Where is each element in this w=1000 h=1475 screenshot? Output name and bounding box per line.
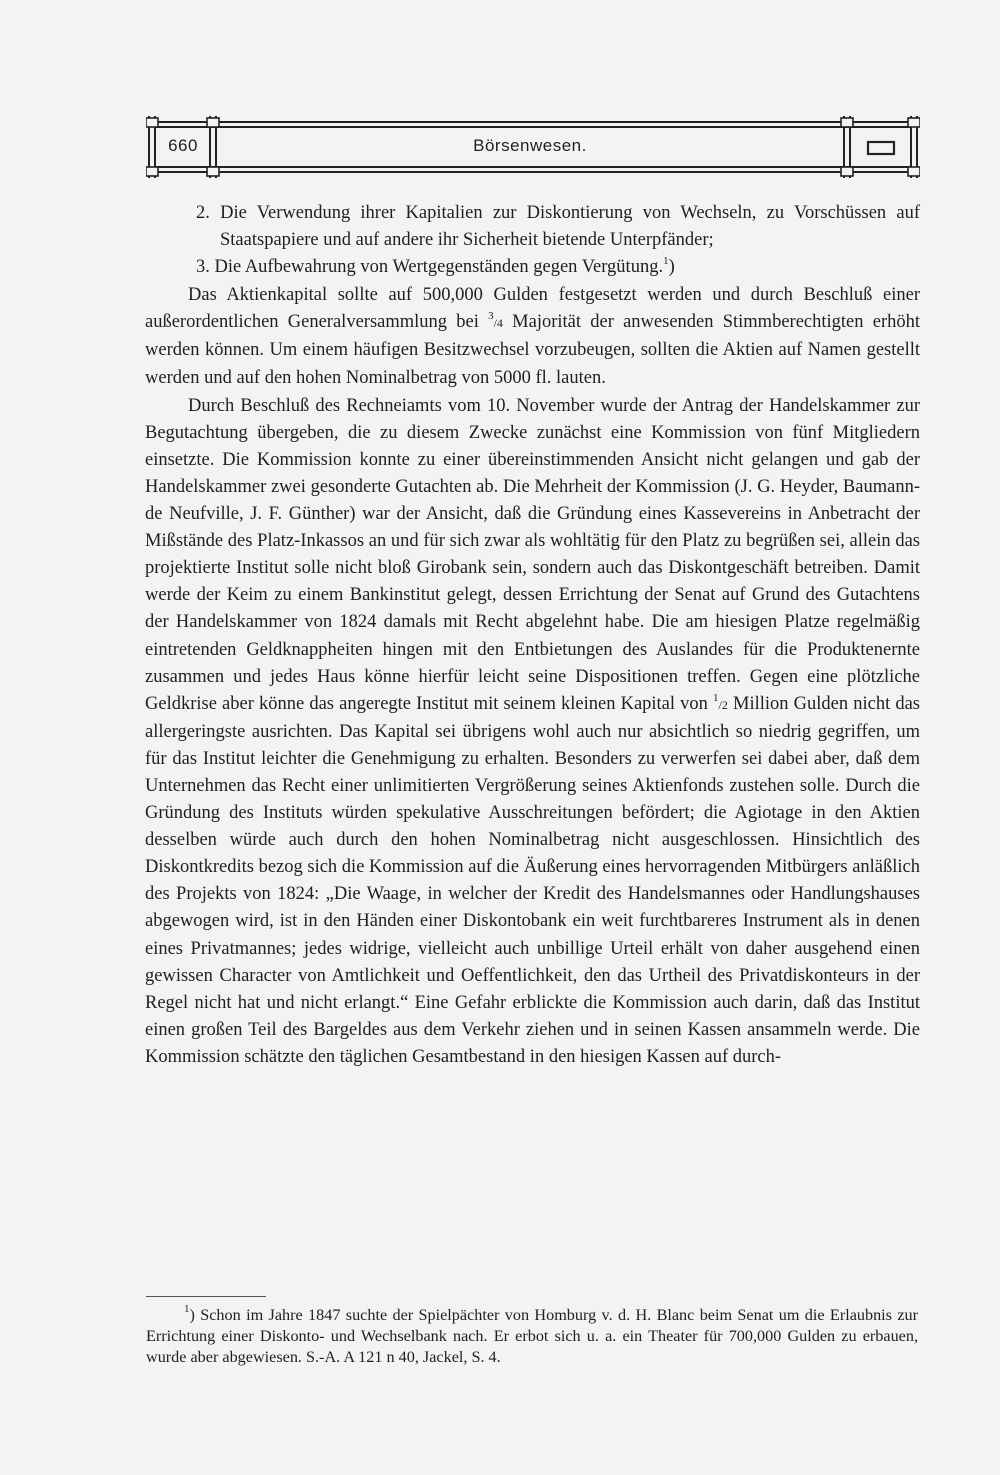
page-number: 660 [168, 136, 198, 155]
footnote-text: ) Schon im Jahre 1847 suchte der Spielpächter von Homburg v. d. H. Blanc beim Senat um die Erlaubnis zur Errichtung einer Diskonto- und Wechselbank nach. Er erbot sich u. a. ein Theater für 700,000 Gulden zu erbauen, wurde aber abgewiesen. S.-A. A 121 n 40, Jackel, S. 4. [146, 1306, 918, 1366]
fraction-numerator: 3 [488, 310, 494, 323]
item-text: Die Verwendung ihrer Kapitalien zur Diskontierung von Wechseln, zu Vorschüssen auf Staatspapiere und auf andere ihr Sicherheit bietende Unterpfänder; [220, 203, 920, 251]
running-title: Börsenwesen. [473, 136, 587, 155]
footnote [146, 1305, 918, 1368]
paragraph [145, 282, 920, 391]
fraction-denominator: /4 [493, 316, 503, 331]
footnote-reference: 1 [663, 255, 669, 268]
paragraph-text: Durch Beschluß des Rechneiamts vom 10. November wurde der Antrag der Handelskammer zur Begutachtung übergeben, die zu diesem Zwecke zunächst eine Kommission von fünf Mitgliedern einsetzte. Die Kommission konnte zu einer übereinstimmenden Ansicht nicht gelangen und gab der Handelskammer zwei gesonderte Gutachten ab. Die Mehrheit der Kommission (J. G. Heyder, Baumann-de Neufville, J. F. Günther) war der Ansicht, daß die Gründung eines Kassevereins in Anbetracht der Mißstände des Platz-Inkassos an und für sich zwar als wohltätig für den Platz zu begrüßen sei, allein das projektierte Institut solle nicht bloß Girobank sein, sondern auch das Diskontgeschäft betreiben. Damit werde der Keim zu einem Bankinstitut gelegt, dessen Errichtung der Senat auf Grund des Gutachtens der Handelskammer von 1824 damals mit Recht abgelehnt habe. Die am hiesigen Platze regelmäßig eintretenden Geldknappheiten hingen mit den Entbietungen des Auslandes für die Produktenernte zusammen und jedes Haus könne hierfür leicht seine Dispositionen treffen. Gegen eine plötzliche Geldkrise aber könne das angeregte Institut mit seinem kleinen Kapital von [145, 395, 920, 714]
item-number: 3. [196, 257, 210, 278]
footnote-ref-paren: ) [668, 257, 675, 278]
footnote-marker: 1 [184, 1303, 190, 1315]
paragraph [145, 393, 920, 1071]
list-item [145, 200, 920, 254]
paragraph-text: Das Aktienkapital sollte auf 500,000 Gulden festgesetzt werden und durch Beschluß einer außerordentlichen Generalversammlung bei [145, 285, 920, 333]
body-text [145, 200, 920, 1071]
item-number: 2. [196, 203, 210, 223]
list-item [145, 254, 920, 281]
ornament-box-icon [868, 142, 894, 154]
item-text: Die Aufbewahrung von Wertgegenständen gegen Vergütung. [214, 257, 664, 278]
fraction-denominator: /2 [718, 697, 728, 712]
footnote-rule [146, 1296, 266, 1297]
paragraph-text: Majorität der anwesenden Stimmberechtigten erhöht werden können. Um einem häufigen Besitzwechsel vorzubeugen, sollten die Aktien auf Namen gestellt werden und auf den hohen Nominalbetrag von 5000 fl. lauten. [145, 312, 920, 388]
fraction-numerator: 1 [713, 691, 719, 704]
paragraph-text: Million Gulden nicht das allergeringste ausrichten. Das Kapital sei übrigens wohl auch nur absichtlich so niedrig gegriffen, um für das Institut leichter die Genehmigung zu erhalten. Besonders zu verwerfen sei dabei aber, daß dem Unternehmen das Recht einer unlimitierten Vergrößerung seines Aktienfonds zustehen solle. Durch die Gründung des Instituts würden spekulative Ausschreitungen befördert; die Agiotage in den Aktien desselben würde auch durch den hohen Nominalbetrag nicht ausgeschlossen. Hinsichtlich des Diskontkredits bezog sich die Kommission auf die Äußerung eines hervorragenden Mitbürgers anläßlich des Projekts von 1824: „Die Waage, in welcher der Kredit des Handelsmannes oder Handlungshauses abgewogen wird, ist in den Händen einer Diskontobank ein weit furchtbareres Instrument als in denen eines Privatmannes; jedes widrige, vielleicht auch unbillige Urteil erhält von daher ausgehend einen gewissen Character von Amtlichkeit und Oeffentlichkeit, den das Urtheil des Privatdiskonteurs in der Regel nicht hat und nicht erlangt.“ Eine Gefahr erblickte die Kommission auch darin, daß das Institut einen großen Teil des Bargeldes aus dem Verkehr ziehen und in seinen Kassen ansammeln werde. Die Kommission schätzte den täglichen Gesamtbestand in den hiesigen Kassen auf durch- [145, 693, 920, 1067]
